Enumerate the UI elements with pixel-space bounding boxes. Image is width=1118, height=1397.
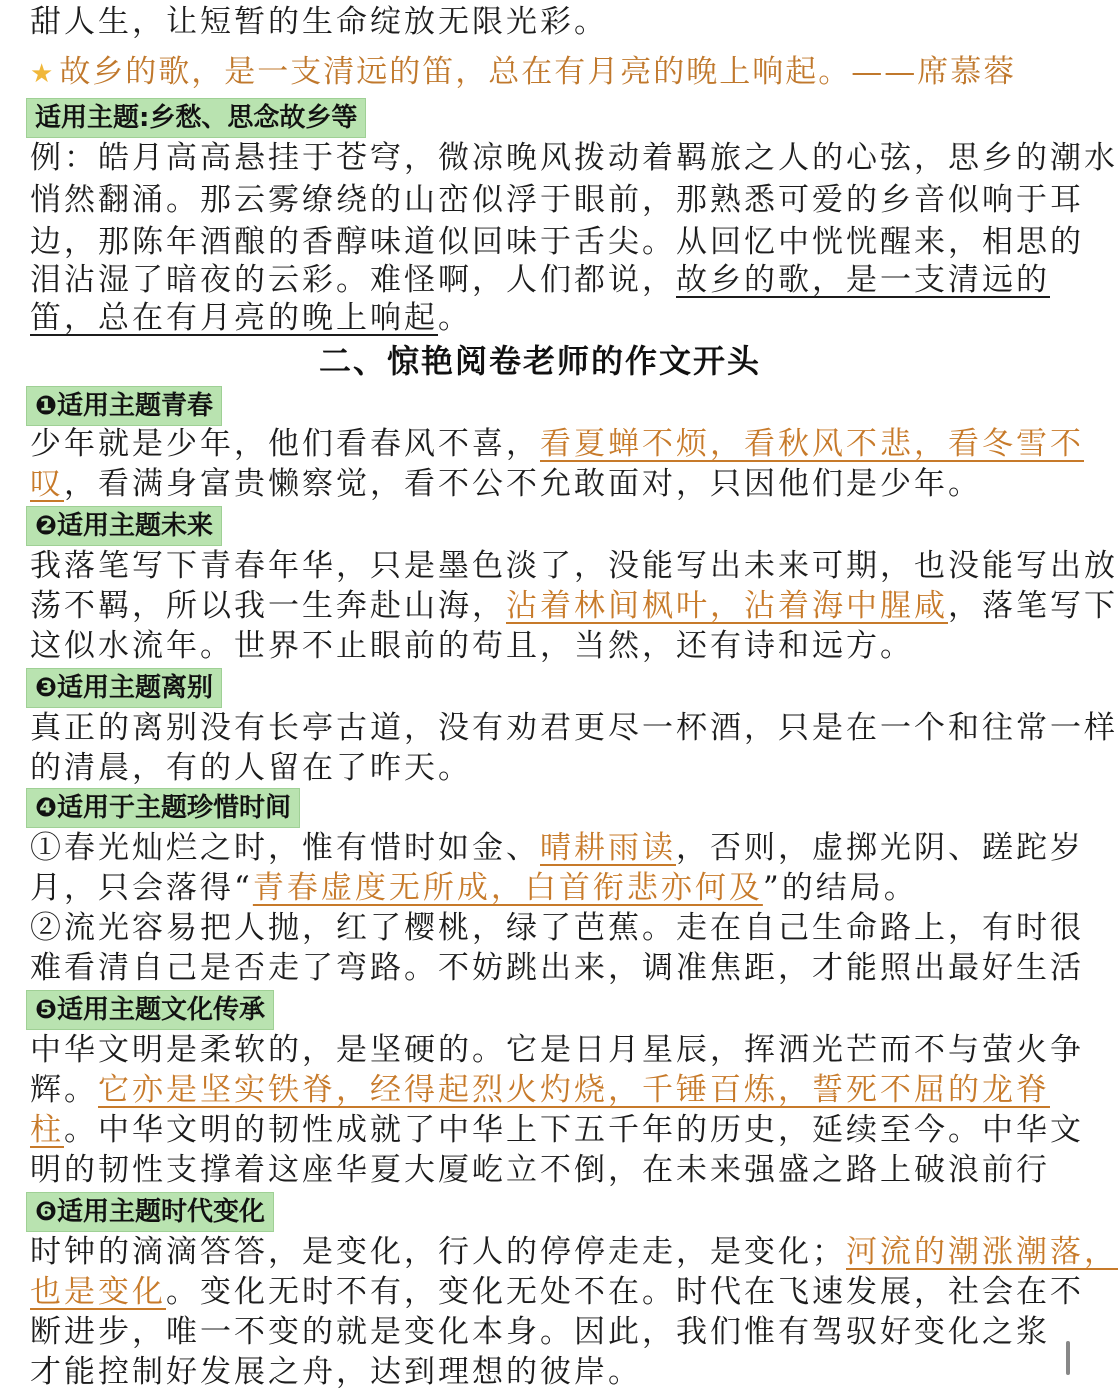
culture-line-3 xyxy=(30,1110,1084,1150)
quote-line xyxy=(30,52,1060,94)
highlight-text: 青春虚度无所成，白首衔悲亦何及 xyxy=(252,870,763,906)
theme-tag-parting: ❸适用主题离别 xyxy=(26,668,222,708)
time-line-2 xyxy=(30,868,1060,908)
example-text: 。 xyxy=(438,300,472,336)
culture-line-2 xyxy=(30,1070,1060,1110)
example-line-2: 悄然翻涌。那云雾缭绕的山峦似浮于眼前，那熟悉可爱的乡音似响于耳 xyxy=(30,182,1084,218)
body-text: ，看满身富贵懒察觉，看不公不允敢面对，只因他们是少年。 xyxy=(64,466,982,502)
youth-line-2 xyxy=(30,464,1060,504)
body-text: 时钟的滴滴答答，是变化，行人的停停走走，是变化； xyxy=(30,1234,846,1270)
body-text: ①春光灿烂之时，惟有惜时如金、 xyxy=(30,830,540,866)
culture-line-4: 明的韧性支撑着这座华夏大厦屹立不倒，在未来强盛之路上破浪前行 xyxy=(30,1152,1050,1188)
example-line-1: 例：皓月高高悬挂于苍穹，微凉晚风拨动着羁旅之人的心弦，思乡的潮水 xyxy=(30,140,1118,176)
example-line-3: 边，那陈年酒酿的香醇味道似回味于舌尖。从回忆中恍恍醒来，相思的 xyxy=(30,224,1084,260)
theme-tag-homesick: 适用主题:乡愁、思念故乡等 xyxy=(26,98,366,138)
theme-tag-change: ❻适用主题时代变化 xyxy=(26,1192,274,1232)
time-line-3: ②流光容易把人抛，红了樱桃，绿了芭蕉。走在自己生命路上，有时很 xyxy=(30,910,1084,946)
section-title: 二、惊艳阅卷老师的作文开头 xyxy=(318,342,761,380)
highlight-text: 晴耕雨读 xyxy=(540,830,676,866)
underlined-quote: 笛，总在有月亮的晚上响起 xyxy=(30,300,438,336)
underlined-quote: 故乡的歌，是一支清远的 xyxy=(676,262,1050,298)
future-line-1: 我落笔写下青春年华，只是墨色淡了，没能写出未来可期，也没能写出放 xyxy=(30,548,1118,584)
example-line-4 xyxy=(30,260,1060,300)
change-line-2 xyxy=(30,1272,1084,1312)
body-text: 。中华文明的韧性成就了中华上下五千年的历史，延续至今。中华文 xyxy=(64,1112,1084,1148)
theme-tag-youth: ❶适用主题青春 xyxy=(26,386,222,426)
parting-line-1: 真正的离别没有长亭古道，没有劝君更尽一杯酒，只是在一个和往常一样 xyxy=(30,710,1118,746)
culture-line-1: 中华文明是柔软的，是坚硬的。它是日月星辰，挥洒光芒而不与萤火争 xyxy=(30,1032,1084,1068)
body-text: 荡不羁，所以我一生奔赴山海， xyxy=(30,588,506,624)
body-text: 少年就是少年，他们看春风不喜， xyxy=(30,426,540,462)
highlight-text: 看夏蝉不烦，看秋风不悲，看冬雪不 xyxy=(540,426,1084,462)
body-text: ”的结局。 xyxy=(762,870,918,906)
scroll-indicator[interactable] xyxy=(1066,1341,1070,1375)
body-text: 辉。 xyxy=(30,1072,98,1108)
highlight-text: 沾着林间枫叶，沾着海中腥咸 xyxy=(506,588,948,624)
body-text: 。变化无时不有，变化无处不在。时代在飞速发展，社会在不 xyxy=(166,1274,1084,1310)
parting-line-2: 的清晨，有的人留在了昨天。 xyxy=(30,750,472,786)
body-text: 月，只会落得“ xyxy=(30,870,253,906)
body-text: ，否则，虚掷光阴、蹉跎岁 xyxy=(676,830,1084,866)
highlight-text: 叹 xyxy=(30,466,64,502)
change-line-4: 才能控制好发展之舟，达到理想的彼岸。 xyxy=(30,1354,642,1390)
youth-line-1 xyxy=(30,424,1084,464)
theme-tag-time: ❹适用于主题珍惜时间 xyxy=(26,788,300,828)
future-line-3: 这似水流年。世界不止眼前的苟且，当然，还有诗和远方。 xyxy=(30,628,914,664)
change-line-3: 断进步，唯一不变的就是变化本身。因此，我们惟有驾驭好变化之浆 xyxy=(30,1314,1050,1350)
future-line-2 xyxy=(30,586,1118,626)
body-text: ，落笔写下 xyxy=(948,588,1118,624)
highlight-text: 它亦是坚实铁脊，经得起烈火灼烧，千锤百炼，誓死不屈的龙脊 xyxy=(98,1072,1050,1108)
example-text: 泪沾湿了暗夜的云彩。难怪啊，人们都说， xyxy=(30,262,676,298)
theme-tag-culture: ❺适用主题文化传承 xyxy=(26,990,274,1030)
theme-tag-future: ❷适用主题未来 xyxy=(26,506,222,546)
intro-tail-line: 甜人生，让短暂的生命绽放无限光彩。 xyxy=(30,4,608,40)
change-line-1 xyxy=(30,1232,1118,1272)
highlight-text: 柱 xyxy=(30,1112,64,1148)
quote-text: 故乡的歌，是一支清远的笛，总在有月亮的晚上响起。——席慕蓉 xyxy=(59,54,1017,90)
example-line-5 xyxy=(30,298,1060,338)
highlight-text: 也是变化 xyxy=(30,1274,166,1310)
time-line-4: 难看清自己是否走了弯路。不妨跳出来，调准焦距，才能照出最好生活 xyxy=(30,950,1084,986)
star-icon: ★ xyxy=(30,59,56,89)
time-line-1 xyxy=(30,828,1084,868)
highlight-text: 河流的潮涨潮落， xyxy=(846,1234,1118,1270)
